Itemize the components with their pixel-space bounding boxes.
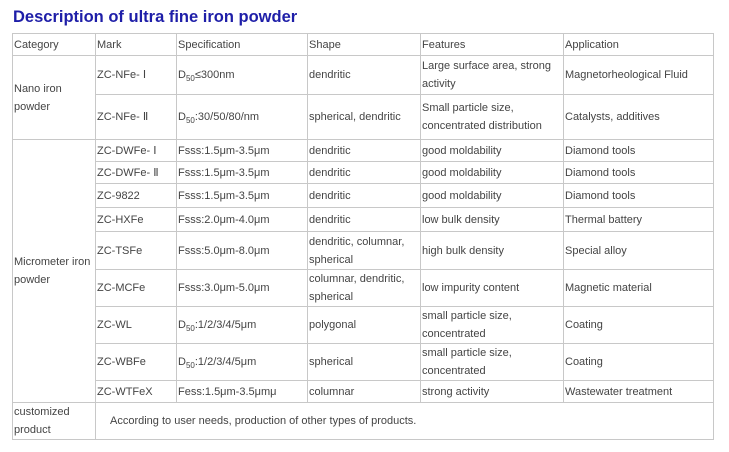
header-application: Application	[564, 34, 714, 56]
table-row	[13, 162, 714, 184]
category-micrometer: Micrometer iron powder	[13, 140, 96, 403]
cell-spec: Fess:1.5μm-3.5μmμ	[177, 381, 308, 403]
cell-application: Coating	[564, 344, 714, 381]
cell-features: small particle size, concentrated	[421, 307, 564, 344]
cell-features: high bulk density	[421, 232, 564, 270]
cell-application: Special alloy	[564, 232, 714, 270]
cell-mark: ZC-DWFe- Ⅱ	[96, 162, 177, 184]
cell-mark: ZC-DWFe- Ⅰ	[96, 140, 177, 162]
header-features: Features	[421, 34, 564, 56]
cell-mark: ZC-TSFe	[96, 232, 177, 270]
cell-application: Diamond tools	[564, 184, 714, 208]
cell-application: Thermal battery	[564, 208, 714, 232]
cell-shape: dendritic	[308, 184, 421, 208]
table-row	[13, 270, 714, 307]
cell-spec: Fsss:1.5μm-3.5μm	[177, 184, 308, 208]
cell-features: small particle size, concentrated	[421, 344, 564, 381]
cell-spec: $D_{50}:1/2/3/4/5\mu m$	[177, 344, 308, 381]
header-shape: Shape	[308, 34, 421, 56]
header-specification: Specification	[177, 34, 308, 56]
table-row	[13, 140, 714, 162]
cell-mark: ZC-WTFeX	[96, 381, 177, 403]
category-customized: customized product	[13, 403, 96, 440]
cell-spec: $D_{50}\le 300nm$	[177, 56, 308, 95]
cell-application: Wastewater treatment	[564, 381, 714, 403]
cell-application: Catalysts, additives	[564, 95, 714, 140]
cell-features: Small particle size, concentrated distribution	[421, 95, 564, 140]
iron-powder-table	[12, 33, 714, 440]
cell-spec: Fsss:1.5μm-3.5μm	[177, 140, 308, 162]
cell-spec: Fsss:5.0μm-8.0μm	[177, 232, 308, 270]
header-category: Category	[13, 34, 96, 56]
table-row	[13, 403, 714, 440]
cell-application: Diamond tools	[564, 140, 714, 162]
category-nano: Nano iron powder	[13, 56, 96, 140]
table-header-row	[13, 34, 714, 56]
cell-mark: ZC-9822	[96, 184, 177, 208]
cell-application: Magnetorheological Fluid	[564, 56, 714, 95]
cell-mark: ZC-WL	[96, 307, 177, 344]
table-row	[13, 232, 714, 270]
cell-shape: polygonal	[308, 307, 421, 344]
cell-mark: ZC-NFe- Ⅰ	[96, 56, 177, 95]
cell-spec: Fsss:3.0μm-5.0μm	[177, 270, 308, 307]
page-title: Description of ultra fine iron powder	[13, 8, 298, 26]
table-row	[13, 307, 714, 344]
table-row	[13, 381, 714, 403]
cell-spec: $D_{50}:30/50/80/nm$	[177, 95, 308, 140]
cell-shape: dendritic	[308, 162, 421, 184]
cell-features: low impurity content	[421, 270, 564, 307]
cell-shape: dendritic, columnar, spherical	[308, 232, 421, 270]
cell-mark: ZC-NFe- Ⅱ	[96, 95, 177, 140]
table-row	[13, 95, 714, 140]
cell-spec: $D_{50}:1/2/3/4/5\mu m$	[177, 307, 308, 344]
cell-application: Magnetic material	[564, 270, 714, 307]
cell-application: Diamond tools	[564, 162, 714, 184]
cell-features: good moldability	[421, 140, 564, 162]
cell-shape: columnar	[308, 381, 421, 403]
cell-spec: Fsss:2.0μm-4.0μm	[177, 208, 308, 232]
cell-application: Coating	[564, 307, 714, 344]
cell-shape: dendritic	[308, 208, 421, 232]
header-mark: Mark	[96, 34, 177, 56]
cell-features: strong activity	[421, 381, 564, 403]
cell-mark: ZC-HXFe	[96, 208, 177, 232]
cell-shape: columnar, dendritic, spherical	[308, 270, 421, 307]
table-row	[13, 56, 714, 95]
cell-features: good moldability	[421, 162, 564, 184]
table-row	[13, 208, 714, 232]
cell-shape: dendritic	[308, 56, 421, 95]
cell-shape: spherical	[308, 344, 421, 381]
cell-mark: ZC-MCFe	[96, 270, 177, 307]
cell-features: low bulk density	[421, 208, 564, 232]
cell-shape: dendritic	[308, 140, 421, 162]
custom-description: According to user needs, production of other types of products.	[96, 403, 714, 440]
cell-features: Large surface area, strong activity	[421, 56, 564, 95]
table-row	[13, 184, 714, 208]
table-row	[13, 344, 714, 381]
cell-shape: spherical, dendritic	[308, 95, 421, 140]
cell-mark: ZC-WBFe	[96, 344, 177, 381]
cell-features: good moldability	[421, 184, 564, 208]
cell-spec: Fsss:1.5μm-3.5μm	[177, 162, 308, 184]
